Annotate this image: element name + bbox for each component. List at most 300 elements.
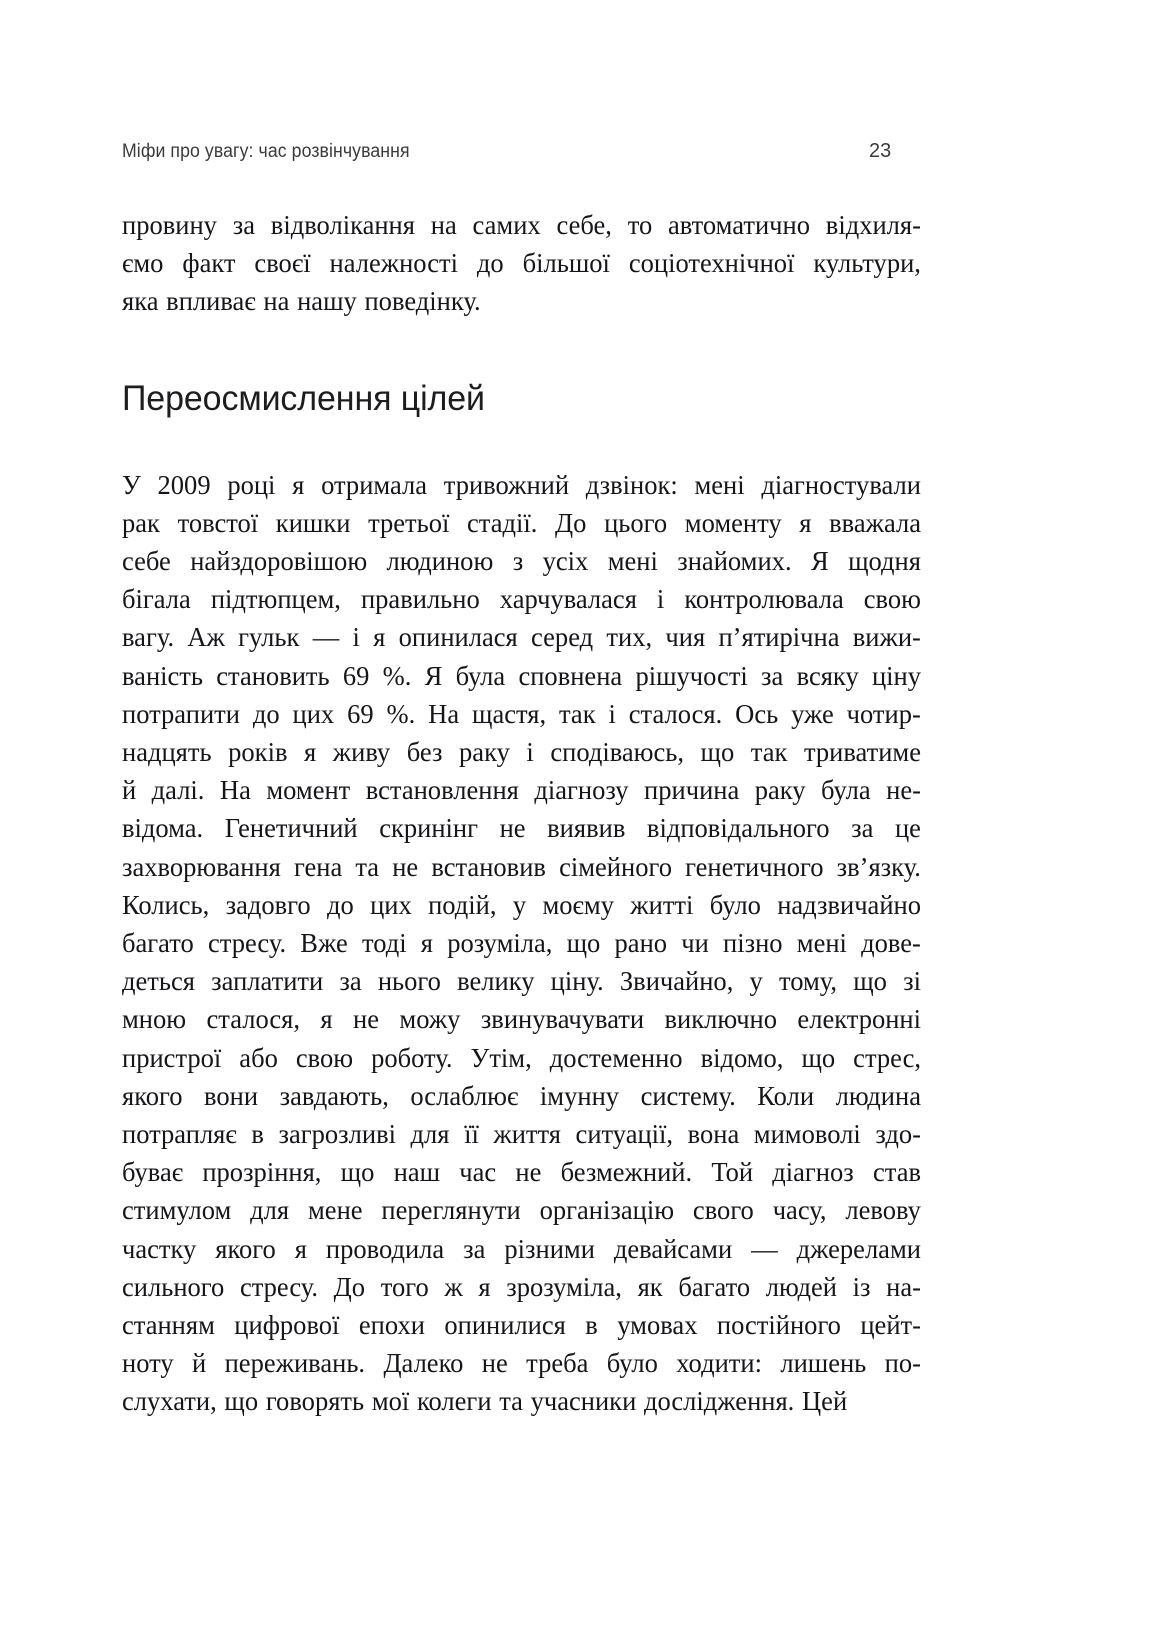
word: гена <box>293 850 343 882</box>
running-head-title: Міфи про увагу: час розвінчування <box>122 141 410 162</box>
word: самих <box>472 209 541 240</box>
word: лишень <box>780 1347 867 1379</box>
word: загрозливі <box>278 1118 396 1150</box>
word: кишки <box>275 506 351 538</box>
word: у <box>749 965 763 997</box>
word: отримала <box>321 468 428 500</box>
text-line <box>122 1230 921 1268</box>
word: опинилися <box>444 1309 566 1341</box>
word: надзвичайно <box>777 888 922 920</box>
word: зрозуміла, <box>506 1270 622 1302</box>
word: сильного <box>122 1270 225 1302</box>
word: час <box>459 1156 497 1188</box>
word: контролювала <box>684 583 844 615</box>
word: велику <box>457 965 535 997</box>
word: я <box>420 927 434 959</box>
word: для <box>410 1118 450 1150</box>
word: на <box>263 285 290 317</box>
word: 69 <box>342 659 370 691</box>
word: діагнозу <box>534 774 629 806</box>
word: із <box>852 1270 871 1302</box>
word: яка <box>122 285 159 317</box>
word: треба <box>526 1347 589 1379</box>
word: рішучості <box>635 659 748 691</box>
word: і <box>608 697 616 729</box>
word: ваність <box>122 659 204 691</box>
word: що <box>853 965 887 997</box>
word: опинилася <box>398 621 518 653</box>
text-line <box>122 618 921 656</box>
word: організацію <box>539 1194 675 1226</box>
word: стрес, <box>853 1041 921 1073</box>
text-line <box>122 771 921 809</box>
word: ціну <box>871 659 922 691</box>
word: було <box>606 1347 658 1379</box>
word: людина <box>835 1079 922 1111</box>
word: це <box>894 812 921 844</box>
text-line <box>122 244 921 282</box>
word: я <box>294 1232 307 1264</box>
word: електронні <box>797 1003 922 1035</box>
word: її <box>464 1118 479 1150</box>
word: тривожний <box>443 468 570 500</box>
word: імунну <box>539 1079 620 1111</box>
word: поведінку. <box>364 285 481 317</box>
word: відома. <box>122 812 204 844</box>
word: для <box>250 1194 290 1226</box>
word: Звичайно, <box>619 965 734 997</box>
word: моменту <box>684 506 782 538</box>
word: став <box>872 1156 922 1188</box>
word: становить <box>216 659 330 691</box>
word: Далеко <box>383 1347 464 1379</box>
word: належності <box>329 247 458 279</box>
word: потрапляє <box>122 1118 237 1150</box>
word: бігала <box>122 583 191 615</box>
word: 69 <box>347 697 374 729</box>
word: та <box>499 1385 523 1417</box>
text-column <box>122 206 950 1421</box>
word: зв’язку. <box>836 850 921 882</box>
word: безмежний. <box>560 1156 693 1188</box>
word: ходити: <box>676 1347 762 1379</box>
text-line <box>122 848 921 886</box>
text-line <box>122 695 921 733</box>
word: підтюпцем, <box>210 583 341 615</box>
word: була <box>821 774 871 806</box>
word: не <box>481 1347 508 1379</box>
word: ємо <box>122 247 164 279</box>
word: учасники <box>530 1385 637 1417</box>
word: буває <box>122 1156 184 1188</box>
word: щастя, <box>472 697 547 729</box>
word: ослаблює <box>410 1079 519 1111</box>
word: надцять <box>122 736 212 768</box>
text-line <box>122 809 921 847</box>
word: як <box>637 1270 663 1302</box>
page-number: 23 <box>868 140 891 162</box>
word: задовго <box>225 888 311 920</box>
word: розуміла, <box>447 927 553 959</box>
word: генетичного <box>685 850 824 882</box>
word: так <box>558 697 596 729</box>
word: третьої <box>368 506 450 538</box>
word: свого <box>692 1194 754 1226</box>
word: Той <box>711 1156 754 1188</box>
word: 2009 <box>157 468 211 500</box>
word: років <box>228 736 288 768</box>
word: й <box>192 1347 207 1379</box>
word: за <box>761 659 784 691</box>
word: Утім, <box>470 1041 532 1073</box>
paragraph-main <box>122 466 950 1421</box>
word: вона <box>687 1118 740 1150</box>
text-line <box>122 1000 921 1038</box>
word: рано <box>614 927 668 959</box>
word: діагностували <box>761 468 921 500</box>
word: тому, <box>778 965 838 997</box>
word: переживань. <box>224 1347 366 1379</box>
word: в <box>251 1118 264 1150</box>
word: не- <box>886 774 921 806</box>
word: до <box>252 697 280 729</box>
word: того <box>380 1270 429 1302</box>
word: У <box>122 468 141 500</box>
word: без <box>406 736 443 768</box>
word: зі <box>903 965 921 997</box>
word: і <box>656 583 665 615</box>
word: часу, <box>772 1194 827 1226</box>
word: сталося, <box>206 1003 301 1035</box>
word: мені <box>796 927 847 959</box>
text-line <box>122 886 921 924</box>
word: людей <box>765 1270 837 1302</box>
word: умовах <box>617 1309 698 1341</box>
word: колеги <box>416 1385 492 1417</box>
word: різними <box>504 1232 595 1264</box>
word: і <box>526 736 534 768</box>
word: — <box>751 1232 778 1264</box>
word: частку <box>122 1232 197 1264</box>
word: сподіваюсь, <box>550 736 685 768</box>
text-line <box>122 1153 921 1191</box>
word: багато <box>122 927 194 959</box>
word: говорять <box>265 1385 365 1417</box>
word: на- <box>886 1270 921 1302</box>
word: мені <box>694 468 745 500</box>
word: найздоровішою <box>190 545 368 577</box>
word: До <box>555 506 587 538</box>
word: девайсами <box>613 1232 733 1264</box>
text-line <box>122 1039 921 1077</box>
word: достеменно <box>549 1041 683 1073</box>
word: сповнена <box>518 659 623 691</box>
text-line <box>122 962 921 1000</box>
word: цейт- <box>860 1309 921 1341</box>
word: й <box>122 774 137 806</box>
word: більшої <box>522 247 610 279</box>
word: факт <box>182 247 236 279</box>
word: якого <box>215 1232 276 1264</box>
text-line <box>122 1268 921 1306</box>
word: було <box>709 888 761 920</box>
word: встановлення <box>365 774 519 806</box>
word: харчувалася <box>499 583 637 615</box>
word: пізно <box>723 927 783 959</box>
word: не <box>353 1003 380 1035</box>
word: Генетичний <box>224 812 358 844</box>
word: за <box>232 209 256 240</box>
section-heading: Переосмислення цілей <box>122 378 485 418</box>
running-head <box>122 140 890 163</box>
word: вважала <box>829 506 921 538</box>
word: живу <box>332 736 391 768</box>
word: товстої <box>177 506 259 538</box>
word: стимулом <box>122 1194 232 1226</box>
word: захворювання <box>122 850 281 882</box>
word: серед <box>531 621 594 653</box>
word: якого <box>122 1079 183 1111</box>
word: житті <box>630 888 694 920</box>
word: що <box>224 1385 259 1417</box>
word: я <box>292 468 305 500</box>
word: щодня <box>848 545 921 577</box>
word: відповідального <box>646 812 830 844</box>
word: нашу <box>297 285 357 317</box>
word: не <box>515 1156 542 1188</box>
word: далі. <box>151 774 205 806</box>
word: заплатити <box>211 965 324 997</box>
word: за <box>851 812 874 844</box>
word: свою <box>863 583 921 615</box>
word: що <box>801 1041 836 1073</box>
word: відволікання <box>270 209 415 240</box>
word: моєму <box>542 888 614 920</box>
word: Я <box>424 659 443 691</box>
word: дове- <box>861 927 921 959</box>
text-line <box>122 282 921 320</box>
text-line <box>122 504 921 542</box>
text-line <box>122 580 921 618</box>
word: на <box>430 209 457 240</box>
word: Аж <box>187 621 225 653</box>
text-line <box>122 466 921 504</box>
word: вони <box>204 1079 259 1111</box>
word: своєї <box>254 247 311 279</box>
word: нього <box>377 965 441 997</box>
word: потрапити <box>122 697 240 729</box>
word: стресу. <box>207 927 287 959</box>
word: мене <box>308 1194 363 1226</box>
word: подій, <box>428 888 497 920</box>
word: себе, <box>556 209 612 240</box>
word: прозріння, <box>202 1156 322 1188</box>
word: цих <box>370 888 412 920</box>
word: момент <box>266 774 351 806</box>
word: завдають, <box>279 1079 389 1111</box>
word: чи <box>681 927 709 959</box>
word: %. <box>382 659 412 691</box>
word: людиною <box>386 545 494 577</box>
word: я <box>373 621 386 653</box>
word: впливає <box>166 285 256 317</box>
word: життя <box>493 1118 561 1150</box>
text-line <box>122 1191 921 1229</box>
word: дзвінок: <box>585 468 678 500</box>
word: знайомих. <box>677 545 792 577</box>
word: що <box>566 927 601 959</box>
word: у <box>512 888 527 920</box>
word: культури, <box>813 247 921 279</box>
word: провину <box>122 209 217 240</box>
text-line <box>122 542 921 580</box>
word: що <box>700 736 735 768</box>
word: Я <box>810 545 829 577</box>
word: Ось <box>735 697 779 729</box>
word: скринінг <box>379 812 478 844</box>
word: деться <box>122 965 195 997</box>
word: мені <box>607 545 658 577</box>
word: Колись, <box>122 888 210 920</box>
word: діагноз <box>772 1156 854 1188</box>
word: джерелами <box>796 1232 921 1264</box>
word: Коли <box>757 1079 815 1111</box>
word: роботу. <box>371 1041 453 1073</box>
word: наш <box>393 1156 441 1188</box>
word: звинувачувати <box>480 1003 645 1035</box>
word: сімейного <box>559 850 672 882</box>
word: свою <box>295 1041 354 1073</box>
word: до <box>326 888 354 920</box>
word: стадії. <box>467 506 538 538</box>
word: раку <box>754 774 806 806</box>
text-line <box>122 1306 921 1344</box>
word: цього <box>604 506 668 538</box>
word: раку <box>459 736 510 768</box>
word: дослідження. <box>643 1385 795 1417</box>
word: здо- <box>875 1118 921 1150</box>
word: До <box>333 1270 366 1302</box>
word: ціну. <box>550 965 604 997</box>
word: Вже <box>300 927 348 959</box>
word: причина <box>644 774 740 806</box>
word: соціотехнічної <box>628 247 795 279</box>
word: то <box>627 209 653 240</box>
spacer-after-heading <box>122 419 950 466</box>
word: була <box>455 659 506 691</box>
text-line <box>122 206 921 244</box>
word: встановив <box>431 850 546 882</box>
word: так <box>750 736 788 768</box>
word: ситуації, <box>575 1118 674 1150</box>
word: до <box>476 247 504 279</box>
text-line <box>122 733 921 771</box>
paragraph-continuation <box>122 206 950 321</box>
word: по- <box>884 1347 921 1379</box>
word: усіх <box>542 545 589 577</box>
word: відомо, <box>700 1041 784 1073</box>
word: я <box>478 1270 491 1302</box>
word: ж <box>444 1270 463 1302</box>
word: стресу. <box>239 1270 319 1302</box>
word: тих, <box>606 621 653 653</box>
word: я <box>799 506 812 538</box>
word: автоматично <box>668 209 811 240</box>
word: багато <box>678 1270 751 1302</box>
word: за <box>339 965 362 997</box>
word: триватиме <box>803 736 921 768</box>
word: На <box>428 697 460 729</box>
word: виключно <box>664 1003 778 1035</box>
word: вижи- <box>852 621 921 653</box>
word: слухати, <box>122 1385 217 1417</box>
word: можу <box>399 1003 461 1035</box>
word: виявив <box>547 812 626 844</box>
word: що <box>340 1156 375 1188</box>
text-line <box>122 1077 921 1115</box>
spacer-before-heading <box>122 321 950 379</box>
word: сталося. <box>628 697 723 729</box>
word: та <box>355 850 380 882</box>
word: цифрової <box>234 1309 340 1341</box>
word: п’ятирічна <box>718 621 840 653</box>
word: систему. <box>640 1079 736 1111</box>
word: постійного <box>716 1309 841 1341</box>
word: мимоволі <box>753 1118 861 1150</box>
word: я <box>304 736 317 768</box>
word: відхиля- <box>825 209 921 240</box>
word: і <box>352 621 360 653</box>
word: пристрої <box>122 1041 222 1073</box>
word: себе <box>122 545 171 577</box>
word: чотир- <box>846 697 921 729</box>
word: вагу. <box>122 621 175 653</box>
word: в <box>585 1309 598 1341</box>
word: всяку <box>796 659 859 691</box>
word: не <box>499 812 526 844</box>
word: На <box>219 774 251 806</box>
word: проводила <box>325 1232 445 1264</box>
word: правильно <box>360 583 480 615</box>
word: рак <box>122 506 160 538</box>
word: чия <box>665 621 706 653</box>
word: або <box>239 1041 278 1073</box>
text-line <box>122 657 921 695</box>
word: році <box>227 468 276 500</box>
word: епохи <box>358 1309 425 1341</box>
text-line <box>122 1382 921 1420</box>
word: тоді <box>361 927 407 959</box>
word: переглянути <box>381 1194 521 1226</box>
word: станням <box>122 1309 215 1341</box>
word: не <box>392 850 419 882</box>
word: я <box>320 1003 333 1035</box>
word: ноту <box>122 1347 174 1379</box>
word: Цей <box>802 1385 848 1417</box>
word: цих <box>292 697 335 729</box>
word: мною <box>122 1003 187 1035</box>
word: уже <box>791 697 834 729</box>
word: мої <box>371 1385 410 1417</box>
text-line <box>122 924 921 962</box>
word: левову <box>845 1194 921 1226</box>
word: з <box>512 545 524 577</box>
text-line <box>122 1344 921 1382</box>
word: %. <box>386 697 416 729</box>
word: — <box>312 621 340 653</box>
word: гульк <box>238 621 300 653</box>
word: за <box>463 1232 486 1264</box>
